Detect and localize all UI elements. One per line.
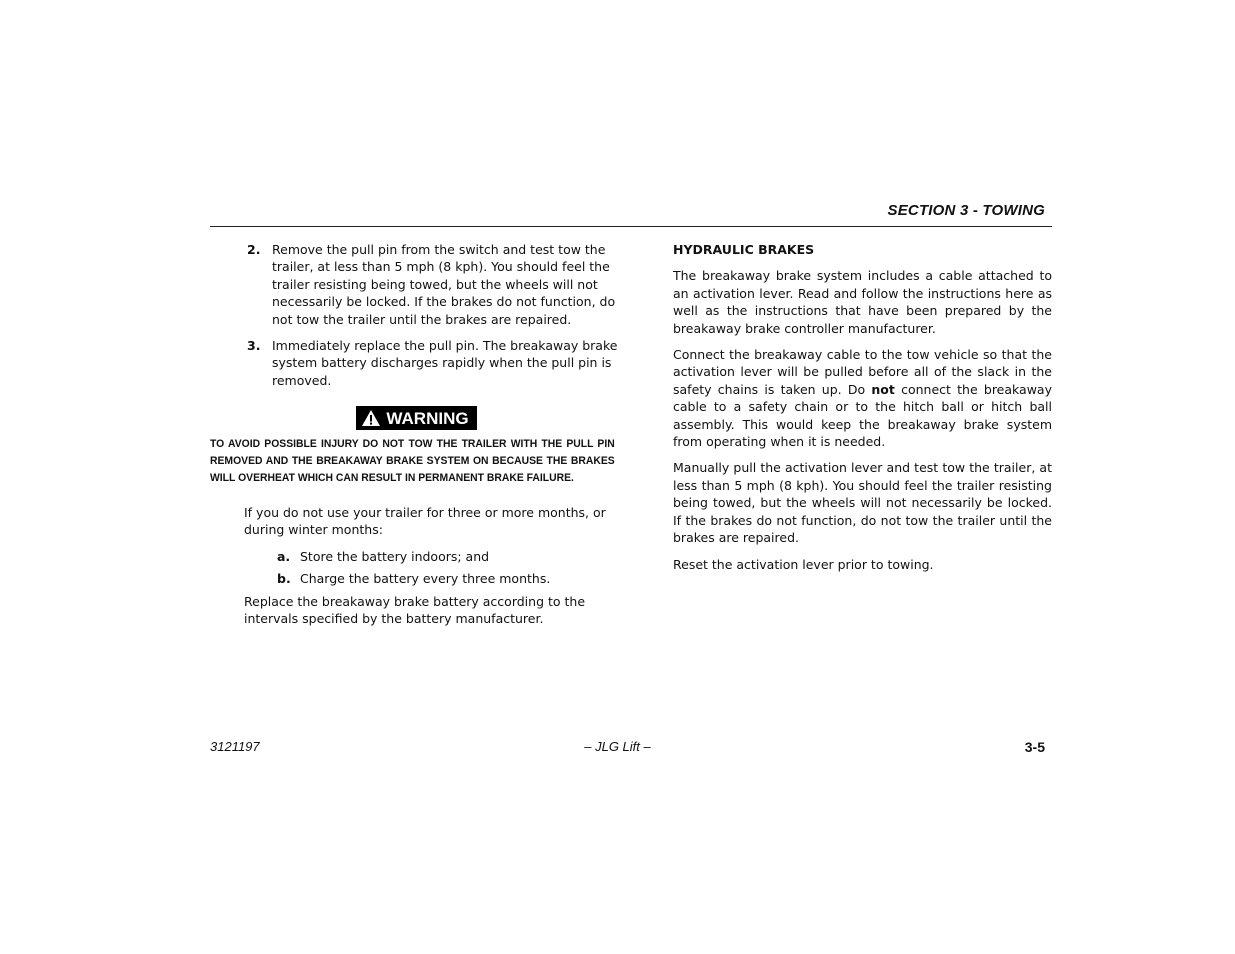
warning-badge xyxy=(356,406,476,430)
hydraulic-brakes-heading: HYDRAULIC BRAKES xyxy=(673,242,815,257)
list-item xyxy=(210,570,623,587)
list-letter: b. xyxy=(277,571,291,587)
warning-label: WARNING xyxy=(386,408,469,428)
warning-text: TO AVOID POSSIBLE INJURY DO NOT TOW THE TRAILER WITH THE PULL PIN REMOVED AND THE BREAKAWAY BRAKE SYSTEM ON BECAUSE THE BRAKES WILL OVERHEAT WHICH CAN RESULT IN PERMANENT BRAKE FAILURE. xyxy=(210,437,615,485)
step-item xyxy=(210,241,623,328)
footer-brand: – JLG Lift – xyxy=(584,739,651,754)
step-item xyxy=(210,337,623,389)
step-number: 2. xyxy=(247,242,261,257)
list-letter: a. xyxy=(277,548,291,564)
list-text: Charge the battery every three months. xyxy=(300,571,551,587)
list-text: Store the battery indoors; and xyxy=(300,548,490,564)
paragraph: The breakaway brake system includes a cable attached to an activation lever. Read and follow the instructions here as well as the instructions that have been prepared by the breakaway brake controller manufacturer. xyxy=(673,268,1052,336)
emphasis-text: not xyxy=(871,381,895,397)
page-number: 3-5 xyxy=(1024,739,1045,755)
header-rule xyxy=(210,226,1052,227)
doc-number: 3121197 xyxy=(210,739,260,754)
paragraph xyxy=(673,346,1052,450)
left-column xyxy=(210,241,623,627)
warning-triangle-icon xyxy=(361,409,381,427)
warning-block xyxy=(210,406,623,431)
step-text: Remove the pull pin from the switch and test tow the trailer, at less than 5 mph (8 kph). You should feel the trailer resisting being towed, but the wheels will not necessarily be locked. If the brakes do not function, do not tow the trailer until the brakes are repaired. xyxy=(272,242,616,327)
replace-note: Replace the breakaway brake battery according to the intervals specified by the battery manufacturer. xyxy=(244,593,586,626)
paragraph-text: Connect the breakaway cable to the tow vehicle so that the activation lever will be pulled before all of the slack in the safety chains is taken up. Do xyxy=(673,347,1052,397)
right-column xyxy=(673,241,1052,582)
step-text: Immediately replace the pull pin. The breakaway brake system battery discharges rapidly when the pull pin is removed. xyxy=(272,338,618,388)
paragraph-text: connect the breakaway cable to a safety chain or to the hitch ball or hitch ball assembly. This would keep the breakaway brake system from operating when it is needed. xyxy=(673,381,1052,450)
step-number: 3. xyxy=(247,338,261,354)
paragraph: Reset the activation lever prior to towing. xyxy=(673,556,934,572)
section-title: SECTION 3 - TOWING xyxy=(887,202,1045,219)
list-item xyxy=(210,548,623,565)
storage-intro: If you do not use your trailer for three or more months, or during winter months: xyxy=(244,504,606,538)
paragraph: Manually pull the activation lever and test tow the trailer, at less than 5 mph (8 kph). You should feel the trailer resisting being towed, but the wheels will not necessarily be locked. If the brakes do not function, do not tow the trailer until the brakes are repaired. xyxy=(673,460,1052,546)
